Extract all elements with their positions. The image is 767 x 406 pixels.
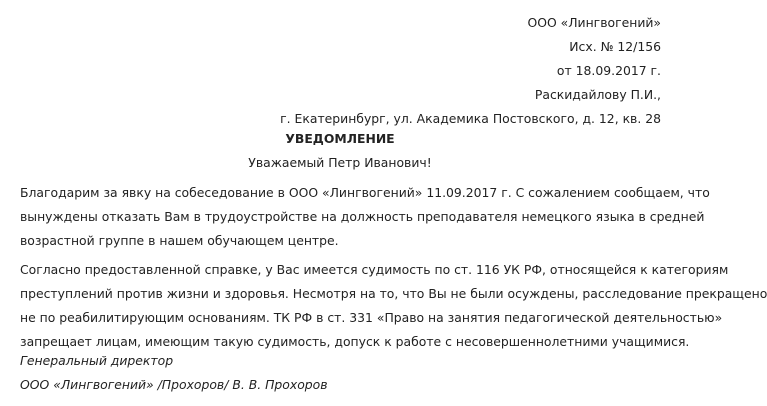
paragraph-line: Согласно предоставленной справке, у Вас имеется судимость по ст. 116 УК РФ, относящейся к категориям xyxy=(20,262,729,277)
signature-block xyxy=(20,349,328,397)
outgoing-number: Исх. № 12/156 xyxy=(569,39,661,54)
letter-header xyxy=(280,11,661,131)
paragraph-line: вынуждены отказать Вам в трудоустройстве на должность преподавателя немецкого языка в средней xyxy=(20,209,705,224)
paragraph-line: не по реабилитирующим основаниям. ТК РФ в ст. 331 «Право на занятия педагогической деятельностью» xyxy=(20,310,723,325)
paragraph-line: возрастной группе в нашем обучающем центре. xyxy=(20,233,339,248)
letter-date: от 18.09.2017 г. xyxy=(556,63,661,78)
paragraph-1 xyxy=(20,181,710,253)
paragraph-2 xyxy=(20,258,767,354)
paragraph-line: Благодарим за явку на собеседование в ООО «Лингвогений» 11.09.2017 г. С сожалением сообщаем, что xyxy=(20,185,710,200)
paragraph-line: запрещает лицам, имеющим такую судимость, допуск к работе с несовершеннолетними учащимися. xyxy=(20,334,690,349)
signer-position: Генеральный директор xyxy=(20,353,174,368)
document-title: УВЕДОМЛЕНИЕ xyxy=(285,131,395,146)
sender-company: ООО «Лингвогений» xyxy=(527,15,661,30)
recipient-address: г. Екатеринбург, ул. Академика Постовского, д. 12, кв. 28 xyxy=(280,111,661,126)
greeting: Уважаемый Петр Иванович! xyxy=(248,155,432,170)
signer-name: ООО «Лингвогений» /Прохоров/ В. В. Прохоров xyxy=(20,377,328,392)
paragraph-line: преступлений против жизни и здоровья. Несмотря на то, что Вы не были осуждены, расследование прекращено xyxy=(20,286,767,301)
recipient-name: Раскидайлову П.И., xyxy=(534,87,661,102)
